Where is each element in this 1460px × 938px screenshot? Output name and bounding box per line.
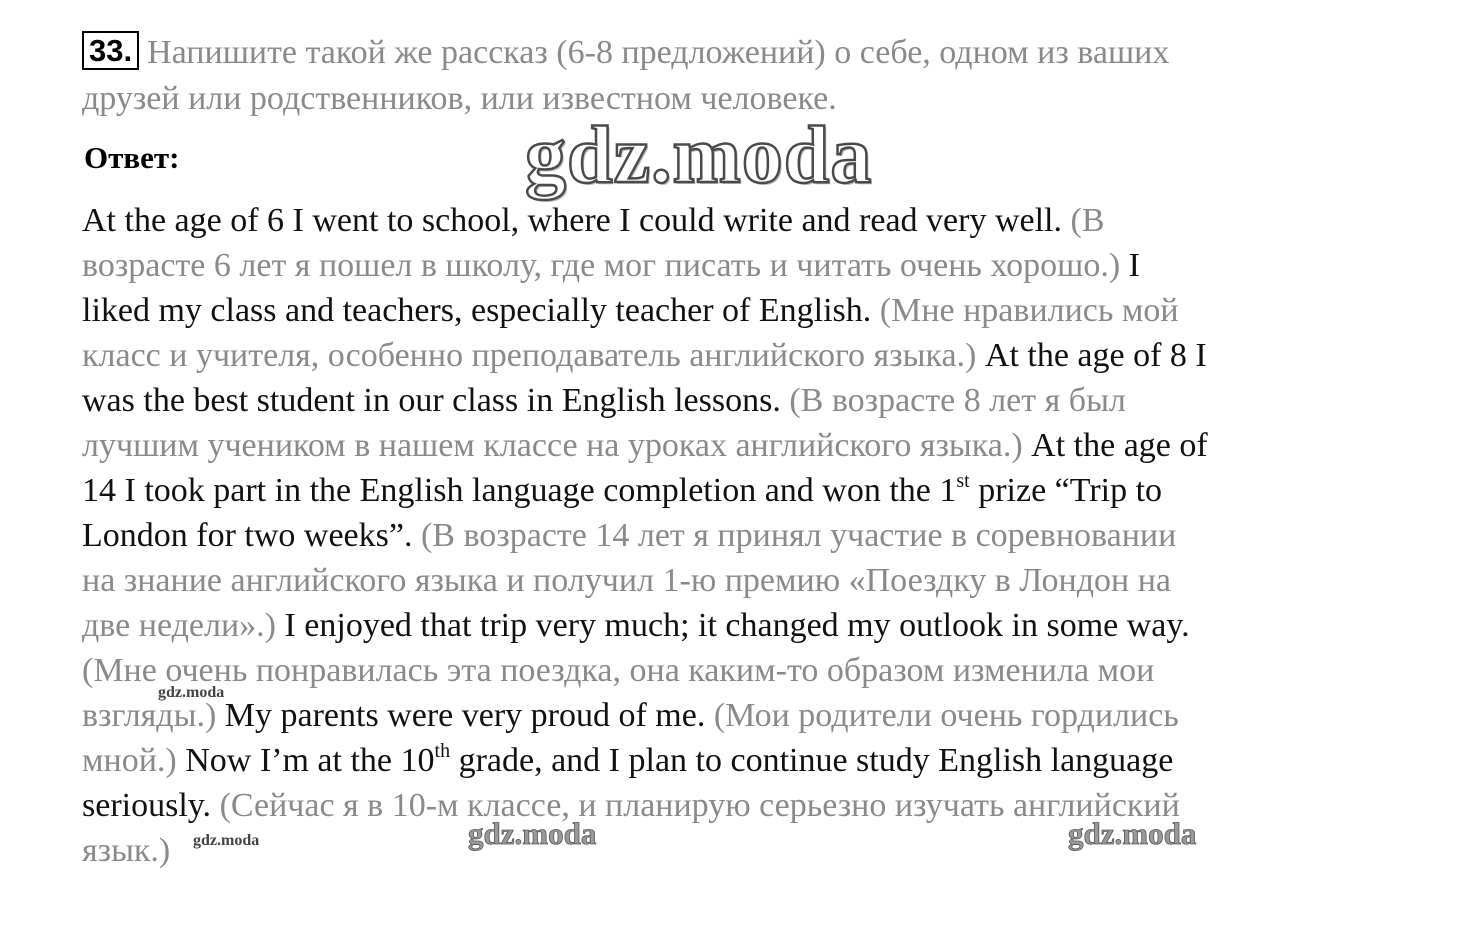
answer-line xyxy=(82,783,1402,828)
english-text: At the age of 8 I xyxy=(984,337,1207,374)
english-text: London for two weeks”. xyxy=(82,517,421,554)
russian-translation: (В возрасте 8 лет я был xyxy=(789,382,1126,419)
answer-line xyxy=(82,198,1402,243)
russian-translation: (Мне нравились мой xyxy=(879,292,1179,329)
english-text: th xyxy=(434,740,451,762)
russian-translation: (Мои родители очень гордились xyxy=(713,697,1179,734)
task-line-2: друзей или родственников, или известном человеке. xyxy=(82,80,837,117)
english-text: I xyxy=(1128,247,1140,284)
watermark-logo: gdz.moda xyxy=(525,109,873,200)
answer-line xyxy=(82,288,1402,333)
answer-line xyxy=(82,423,1402,468)
answer-line xyxy=(82,693,1402,738)
russian-translation: (В возрасте 14 лет я принял участие в соревновании xyxy=(420,517,1177,554)
answer-line xyxy=(82,468,1402,513)
russian-translation: возрасте 6 лет я пошел в школу, где мог писать и читать очень хорошо.) xyxy=(82,247,1129,284)
answer-line xyxy=(82,738,1402,783)
answer-line xyxy=(82,648,1402,693)
answer-line xyxy=(82,513,1402,558)
english-text: I enjoyed that trip very much; it changed my outlook in some way. xyxy=(284,607,1190,644)
answer-text xyxy=(82,198,1402,873)
answer-line xyxy=(82,603,1402,648)
english-text: 14 I took part in the English language completion and won the 1 xyxy=(82,472,957,509)
russian-translation: класс и учителя, особенно преподаватель английского языка.) xyxy=(82,337,985,374)
watermark-mid: gdz.moda xyxy=(1068,816,1197,851)
watermark-small: gdz.moda xyxy=(158,684,225,701)
answer-line xyxy=(82,558,1402,603)
russian-translation: на знание английского языка и получил 1-ю премию «Поездку в Лондон на xyxy=(82,562,1171,599)
russian-translation: взгляды.) xyxy=(82,697,225,734)
english-text: liked my class and teachers, especially teacher of English. xyxy=(82,292,880,329)
russian-translation: язык.) xyxy=(82,832,171,869)
russian-translation: мной.) xyxy=(82,742,186,779)
english-text: prize “Trip to xyxy=(969,472,1163,509)
russian-translation: (В xyxy=(1070,202,1105,239)
russian-translation: две недели».) xyxy=(82,607,285,644)
english-text: Now I’m at the 10 xyxy=(185,742,435,779)
task-number: 33. xyxy=(82,31,139,70)
english-text: was the best student in our class in English lessons. xyxy=(82,382,790,419)
task-text-1: Напишите такой же рассказ (6-8 предложений) о себе, одном из ваших xyxy=(147,34,1170,71)
answer-line xyxy=(82,243,1402,288)
watermark-mid: gdz.moda xyxy=(468,816,597,851)
english-text: My parents were very proud of me. xyxy=(224,697,714,734)
english-text: seriously. xyxy=(82,787,220,824)
answer-label: Ответ: xyxy=(84,140,180,175)
russian-translation: лучшим учеником в нашем классе на уроках английского языка.) xyxy=(82,427,1032,464)
watermark-small: gdz.moda xyxy=(193,832,260,849)
answer-line xyxy=(82,333,1402,378)
answer-line xyxy=(82,828,1402,873)
russian-translation: (Сейчас я в 10-м классе, и планирую серьезно изучать английский xyxy=(219,787,1180,824)
answer-line xyxy=(82,378,1402,423)
task-line-1 xyxy=(82,30,1412,76)
english-text: st xyxy=(956,470,970,492)
english-text: grade, and I plan to continue study English language xyxy=(450,742,1174,779)
russian-translation: (Мне очень понравилась эта поездка, она каким-то образом изменила мои xyxy=(82,652,1155,689)
english-text: At the age of xyxy=(1031,427,1208,464)
english-text: At the age of 6 I went to school, where I could write and read very well. xyxy=(82,202,1071,239)
